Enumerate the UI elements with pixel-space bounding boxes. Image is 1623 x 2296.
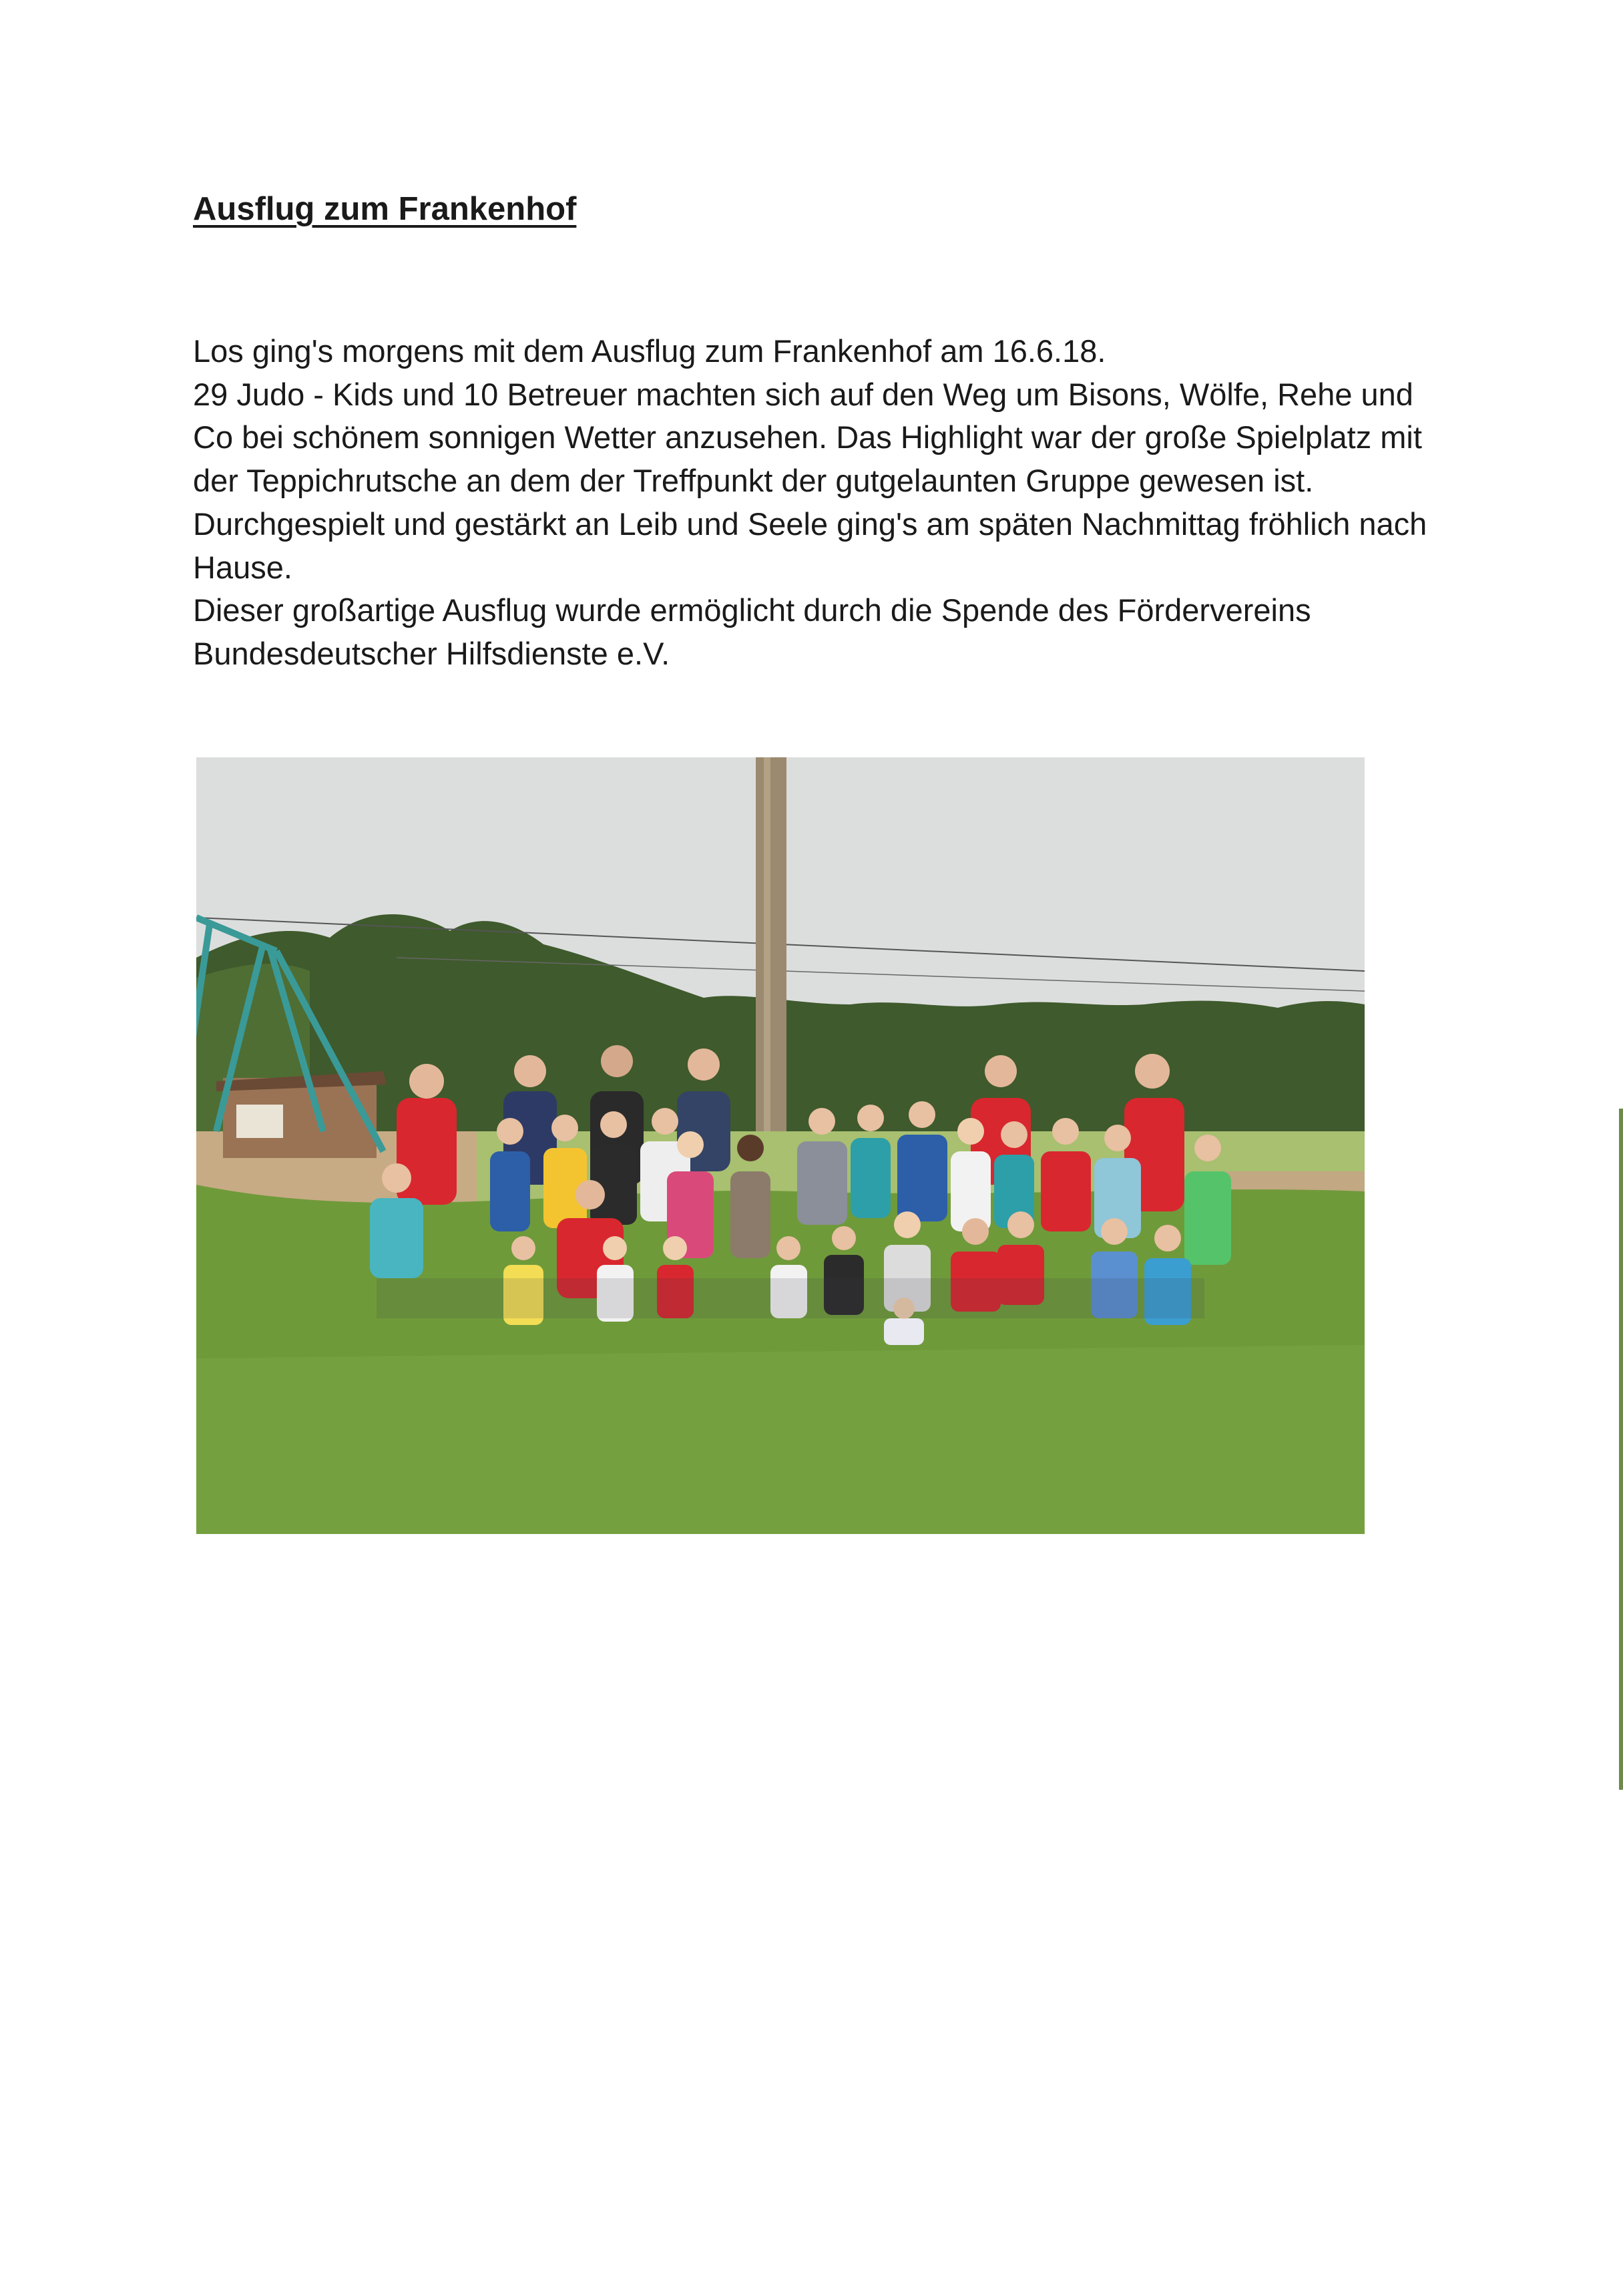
paragraph-trip: 29 Judo - Kids und 10 Betreuer machten sich auf den Weg um Bisons, Wölfe, Rehe und Co bei schönem sonnigen Wetter anzusehen. Das Highlight war der große Spielplatz mit der Teppichrutsche an dem der Treffpunkt der gutgelaunten Gruppe gewesen ist.: [193, 376, 1422, 499]
article-body: [193, 330, 1448, 676]
group-photo: [196, 757, 1365, 1534]
page-edge-mark: [1619, 1109, 1623, 1790]
paragraph-intro: Los ging's morgens mit dem Ausflug zum Frankenhof am 16.6.18.: [193, 333, 1106, 369]
paragraph-sponsor: Dieser großartige Ausflug wurde ermöglicht durch die Spende des Fördervereins Bundesdeutscher Hilfsdienste e.V.: [193, 592, 1311, 671]
paragraph-return: Durchgespielt und gestärkt an Leib und Seele ging's am späten Nachmittag fröhlich nach Hause.: [193, 506, 1427, 585]
page-title: Ausflug zum Frankenhof: [193, 191, 577, 227]
